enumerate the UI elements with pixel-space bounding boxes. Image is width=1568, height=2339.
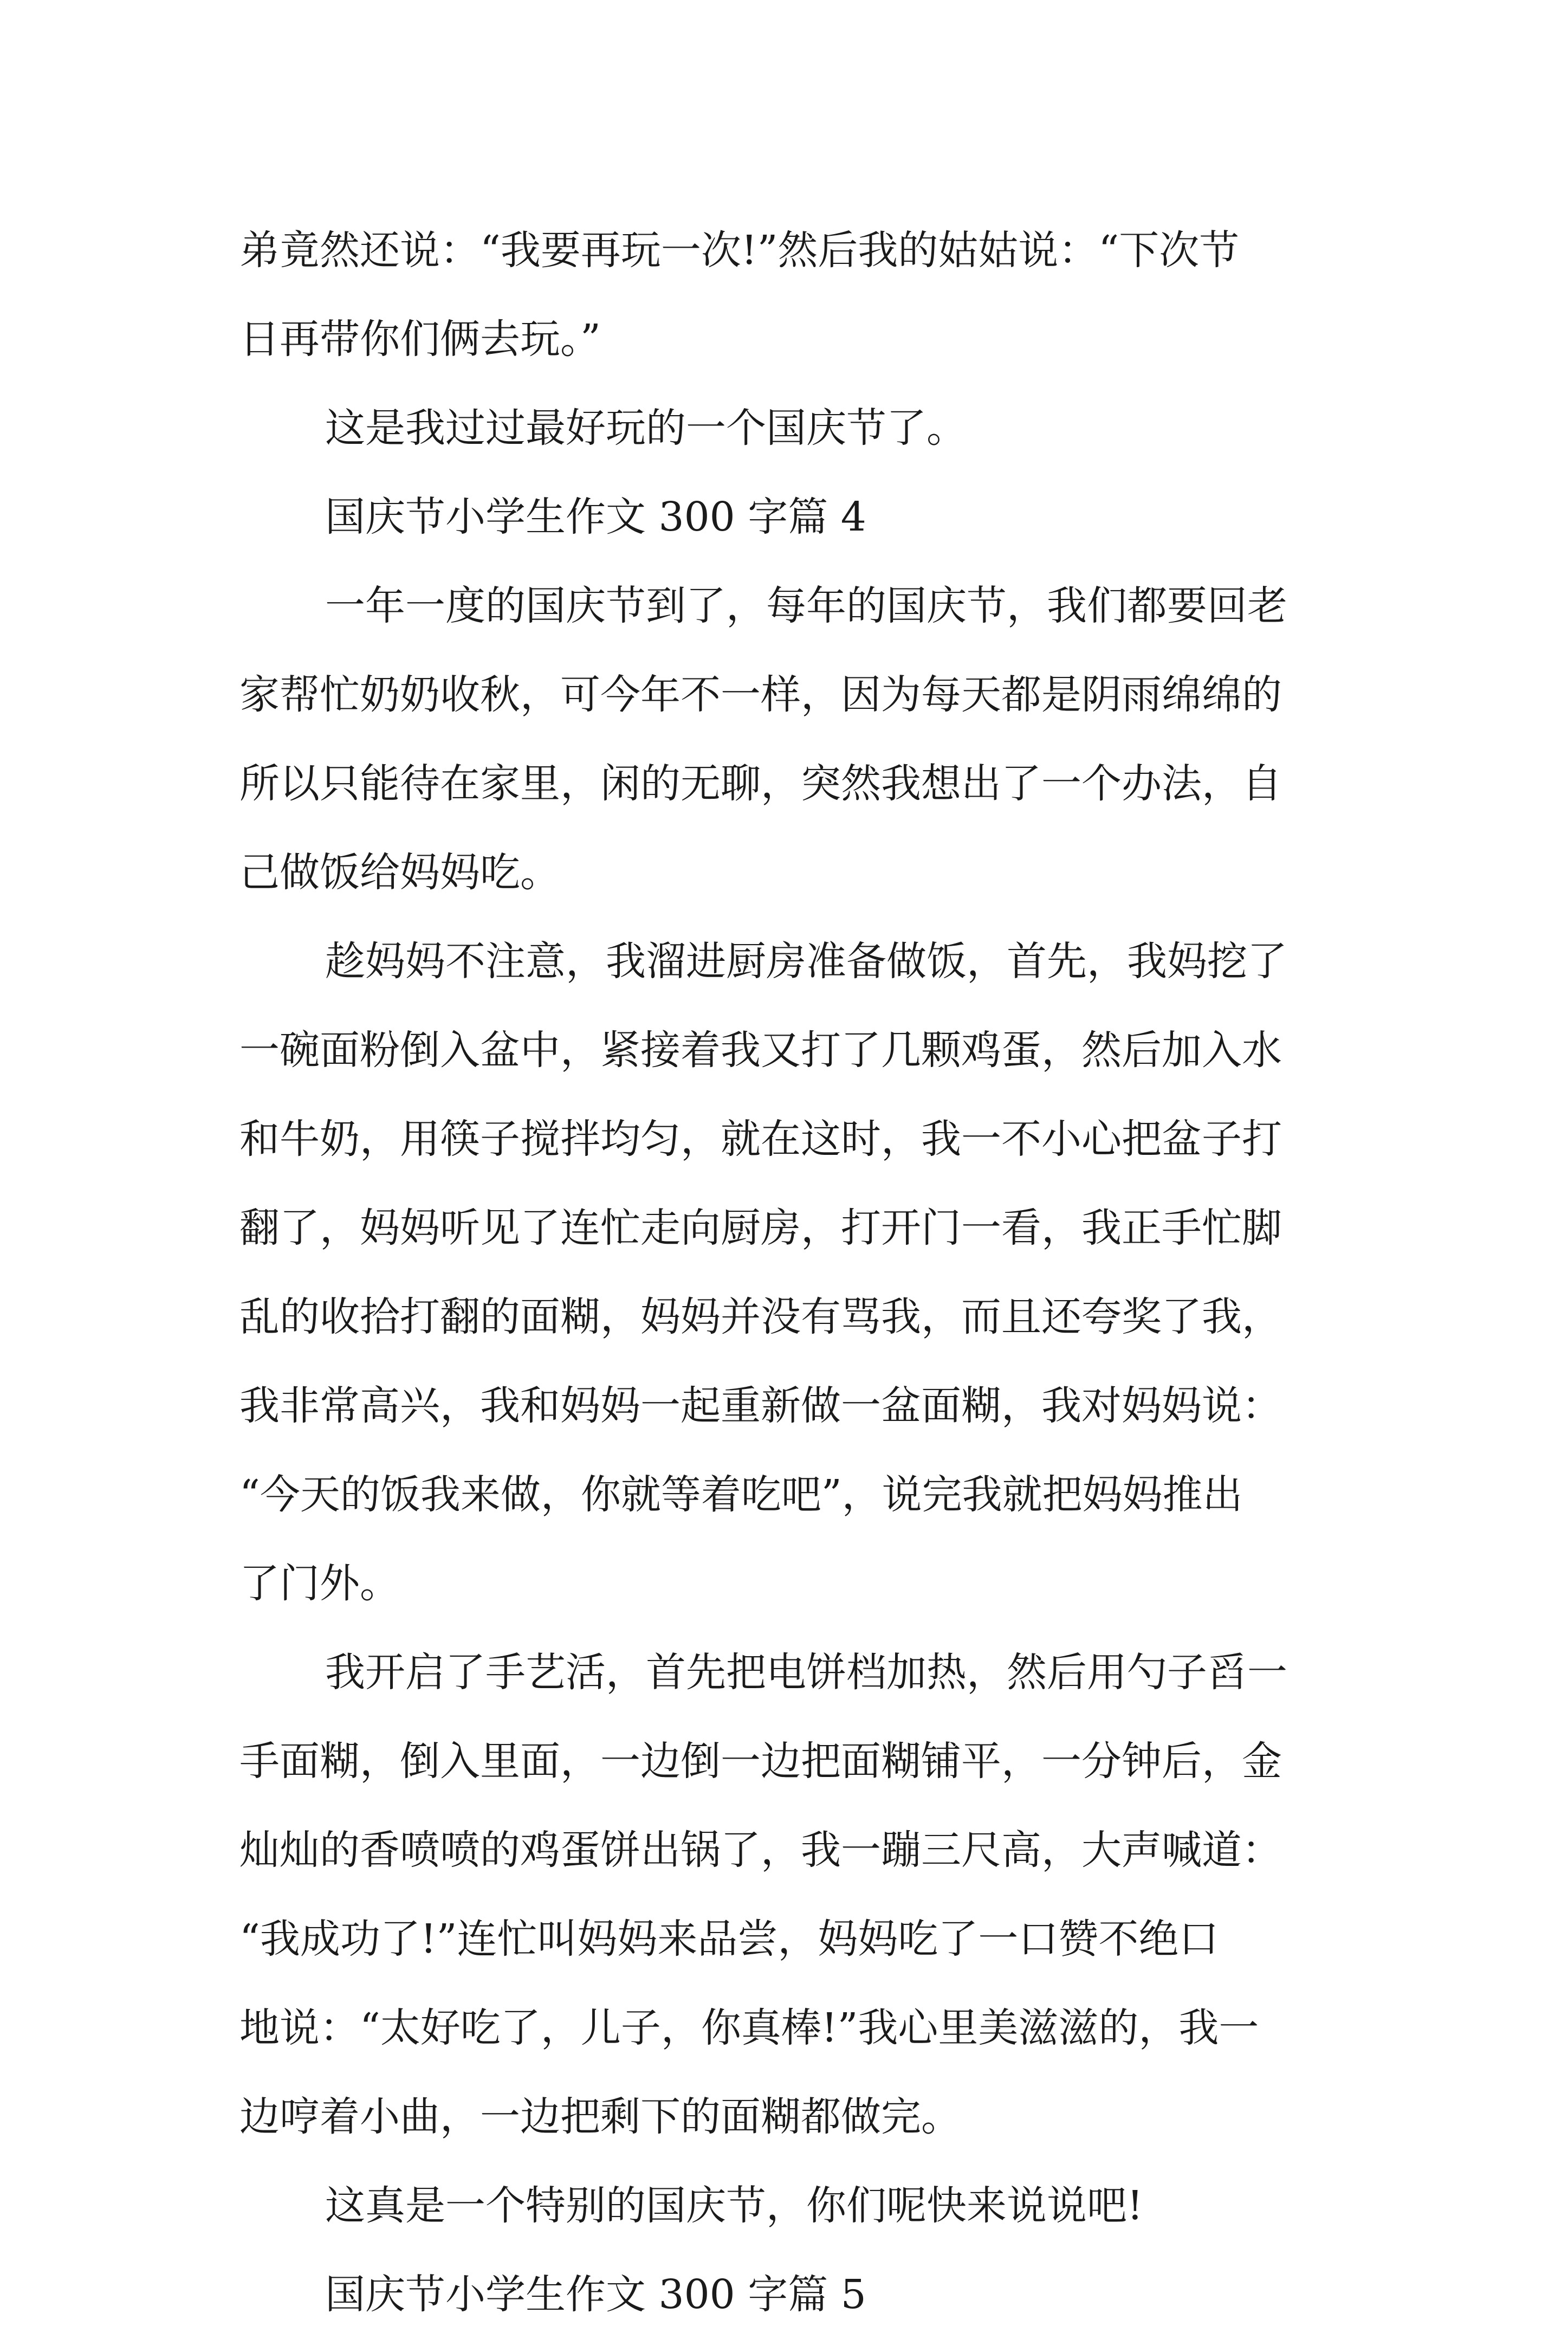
text-line: 这是我过过最好玩的一个国庆节了。 — [325, 405, 967, 451]
text-line: 地说：“太好吃了，儿子，你真棒!”我心里美滋滋的，我一 — [239, 2005, 1259, 2051]
text-line: 翻了，妈妈听见了连忙走向厨房，打开门一看，我正手忙脚 — [239, 1205, 1282, 1251]
text-line: 我开启了手艺活，首先把电饼档加热，然后用勺子舀一 — [325, 1649, 1287, 1696]
text-line: 所以只能待在家里，闲的无聊，突然我想出了一个办法，自 — [239, 760, 1282, 807]
section-heading: 国庆节小学生作文 300 字篇 5 — [325, 2271, 866, 2318]
text-line: 灿灿的香喷喷的鸡蛋饼出锅了，我一蹦三尺高，大声喊道： — [239, 1827, 1282, 1873]
text-line: 和牛奶，用筷子搅拌均匀，就在这时，我一不小心把盆子打 — [239, 1116, 1282, 1162]
text-line: 我非常高兴，我和妈妈一起重新做一盆面糊，我对妈妈说： — [239, 1382, 1282, 1429]
text-line: “今天的饭我来做，你就等着吃吧”，说完我就把妈妈推出 — [239, 1471, 1243, 1518]
text-line: 边哼着小曲，一边把剩下的面糊都做完。 — [239, 2094, 961, 2140]
text-line: 家帮忙奶奶收秋，可今年不一样，因为每天都是阴雨绵绵的 — [239, 671, 1282, 718]
text-line: 这真是一个特别的国庆节，你们呢快来说说吧! — [325, 2182, 1143, 2229]
document-page — [239, 206, 1334, 2339]
section-heading: 国庆节小学生作文 300 字篇 4 — [325, 494, 866, 540]
text-line: 趁妈妈不注意，我溜进厨房准备做饭，首先，我妈挖了 — [325, 938, 1287, 985]
text-line: 了门外。 — [239, 1560, 400, 1607]
text-line: 乱的收拾打翻的面糊，妈妈并没有骂我，而且还夸奖了我， — [239, 1294, 1282, 1340]
text-line: “我成功了!”连忙叫妈妈来品尝，妈妈吃了一口赞不绝口 — [239, 1916, 1219, 1962]
text-line: 一年一度的国庆节到了，每年的国庆节，我们都要回老 — [325, 583, 1287, 629]
text-line: 手面糊，倒入里面，一边倒一边把面糊铺平，一分钟后，金 — [239, 1738, 1282, 1785]
text-line: 弟竟然还说：“我要再玩一次!”然后我的姑姑说：“下次节 — [239, 227, 1240, 274]
text-line: 己做饭给妈妈吃。 — [239, 849, 560, 896]
text-line: 一碗面粉倒入盆中，紧接着我又打了几颗鸡蛋，然后加入水 — [239, 1027, 1282, 1074]
text-line: 日再带你们俩去玩。” — [239, 316, 601, 363]
document-body — [239, 206, 1334, 2339]
